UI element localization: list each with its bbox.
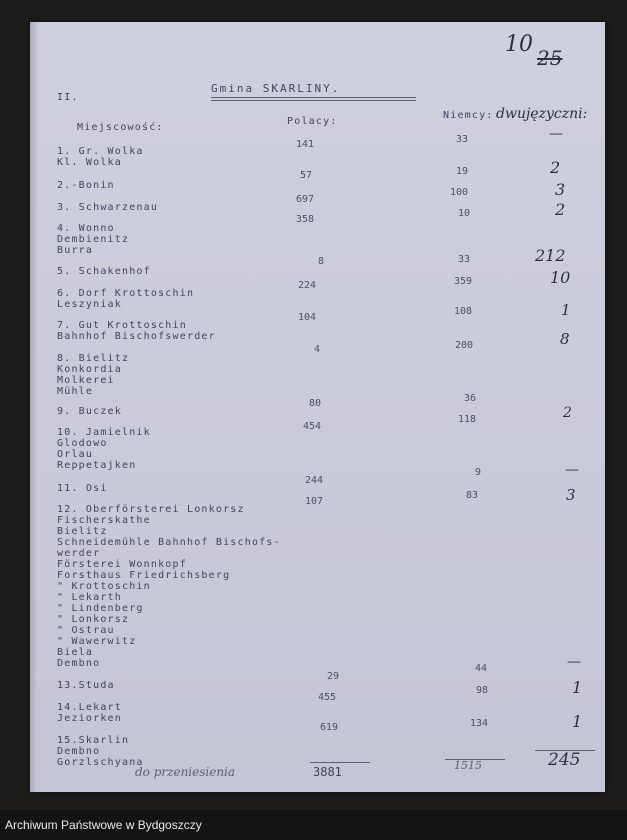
poles-value: 224 [298, 280, 317, 291]
bilingual-value: 2 [555, 200, 566, 219]
poles-value: 358 [296, 214, 315, 225]
place-label: Bahnhof Bischofswerder [57, 331, 216, 342]
place-label: Burra [57, 245, 94, 256]
poles-value: 107 [305, 496, 324, 507]
place-label: 13.Studa [57, 680, 115, 691]
place-label: " Wawerwitz [57, 636, 137, 647]
page-number-old: 25 [537, 46, 563, 70]
archive-footer [0, 810, 627, 840]
germans-value: 19 [456, 166, 469, 177]
place-label: 2.-Bonin [57, 180, 115, 191]
poles-value: 619 [320, 722, 339, 733]
place-label: " Lonkorsz [57, 614, 130, 625]
place-label: Molkerei [57, 375, 115, 386]
germans-value: 83 [466, 490, 479, 501]
bilingual-value: 8 [560, 330, 570, 348]
place-label: 9. Buczek [57, 406, 122, 417]
germans-value: 33 [456, 134, 469, 145]
place-label: Dembno [57, 746, 101, 757]
place-label: 6. Dorf Krottoschin [57, 288, 195, 299]
poles-value: 697 [296, 194, 315, 205]
bilingual-value: 1 [572, 678, 583, 697]
place-label: 3. Schwarzenau [57, 202, 159, 213]
germans-value: 44 [475, 663, 488, 674]
germans-value: 200 [455, 340, 474, 351]
bilingual-value: — [567, 654, 581, 670]
place-label: Forsthaus Friedrichsberg [57, 570, 231, 581]
poles-value: 244 [305, 475, 324, 486]
column-header-poles: Polacy: [287, 116, 338, 127]
place-label: " Lekarth [57, 592, 122, 603]
column-header-place: Miejscowość: [77, 122, 164, 133]
page-edge [30, 22, 38, 792]
place-label: Kl. Wolka [57, 157, 122, 168]
place-label: " Lindenberg [57, 603, 144, 614]
germans-value: 10 [458, 208, 471, 219]
bilingual-value: 2 [563, 405, 572, 421]
place-label: Gorzlschyana [57, 757, 144, 768]
place-label: Fischerskathe [57, 515, 151, 526]
place-label: 14.Lekart [57, 702, 122, 713]
poles-value: 29 [327, 671, 340, 682]
total-bilingual: 245 [548, 750, 581, 770]
place-label: Mühle [57, 386, 94, 397]
document-page [30, 22, 605, 792]
page-number: 10 [505, 32, 533, 57]
place-label: 12. Oberförsterei Lonkorsz [57, 504, 245, 515]
place-label: 5. Schakenhof [57, 266, 151, 277]
germans-value: 98 [476, 685, 489, 696]
place-label: Konkordia [57, 364, 122, 375]
total-germans: 1515 [454, 759, 482, 772]
germans-value: 359 [454, 276, 473, 287]
place-label: Glodowo [57, 438, 108, 449]
carry-over-note: do przeniesienia [135, 765, 236, 779]
place-label: Bielitz [57, 526, 108, 537]
place-label: werder [57, 548, 101, 559]
bilingual-value: 3 [555, 180, 566, 199]
bilingual-value: — [549, 126, 563, 142]
poles-value: 104 [298, 312, 317, 323]
place-label: Leszyniak [57, 299, 122, 310]
bilingual-value: — [565, 462, 579, 478]
place-label: " Krottoschin [57, 581, 151, 592]
poles-value: 454 [303, 421, 322, 432]
place-label: " Ostrau [57, 625, 115, 636]
poles-value: 4 [314, 344, 321, 355]
total-poles: 3881 [313, 765, 342, 779]
place-label: 4. Wonno [57, 223, 115, 234]
bilingual-value: 3 [566, 486, 576, 504]
poles-value: 57 [300, 170, 313, 181]
germans-value: 33 [458, 254, 471, 265]
place-label: 10. Jamielnik [57, 427, 151, 438]
place-label: Schneidemühle Bahnhof Bischofs- [57, 537, 281, 548]
bilingual-value: 10 [550, 268, 571, 287]
column-header-germans: Niemcy: [443, 110, 494, 121]
bilingual-value: 1 [561, 301, 571, 319]
place-label: 7. Gut Krottoschin [57, 320, 187, 331]
place-label: Biela [57, 647, 94, 658]
poles-value: 455 [318, 692, 337, 703]
germans-value: 9 [475, 467, 482, 478]
germans-value: 36 [464, 393, 477, 404]
section-number: II. [57, 92, 79, 103]
germans-value: 118 [458, 414, 477, 425]
bilingual-value: 212 [535, 246, 566, 265]
place-label: Reppetajken [57, 460, 137, 471]
page-title: Gmina SKARLINY. [211, 82, 341, 95]
archive-name: Archiwum Państwowe w Bydgoszczy [5, 818, 202, 832]
poles-value: 80 [309, 398, 322, 409]
bilingual-value: 1 [572, 712, 583, 731]
poles-value: 8 [318, 256, 325, 267]
place-label: Dembienitz [57, 234, 130, 245]
place-label: 15.Skarlin [57, 735, 130, 746]
place-label: 8. Bielitz [57, 353, 130, 364]
poles-value: 141 [296, 139, 315, 150]
place-label: Dembno [57, 658, 101, 669]
germans-value: 134 [470, 718, 489, 729]
title-underline [211, 97, 416, 98]
total-line-poles [310, 762, 370, 763]
place-label: Försterei Wonnkopf [57, 559, 187, 570]
germans-value: 108 [454, 306, 473, 317]
germans-value: 100 [450, 187, 469, 198]
column-header-bilingual: dwujęzyczni: [496, 106, 588, 122]
bilingual-value: 2 [550, 158, 561, 177]
place-label: 11. Osi [57, 483, 108, 494]
place-label: Orlau [57, 449, 94, 460]
place-label: Jeziorken [57, 713, 122, 724]
place-label: 1. Gr. Wolka [57, 146, 144, 157]
title-underline-2 [211, 100, 416, 101]
